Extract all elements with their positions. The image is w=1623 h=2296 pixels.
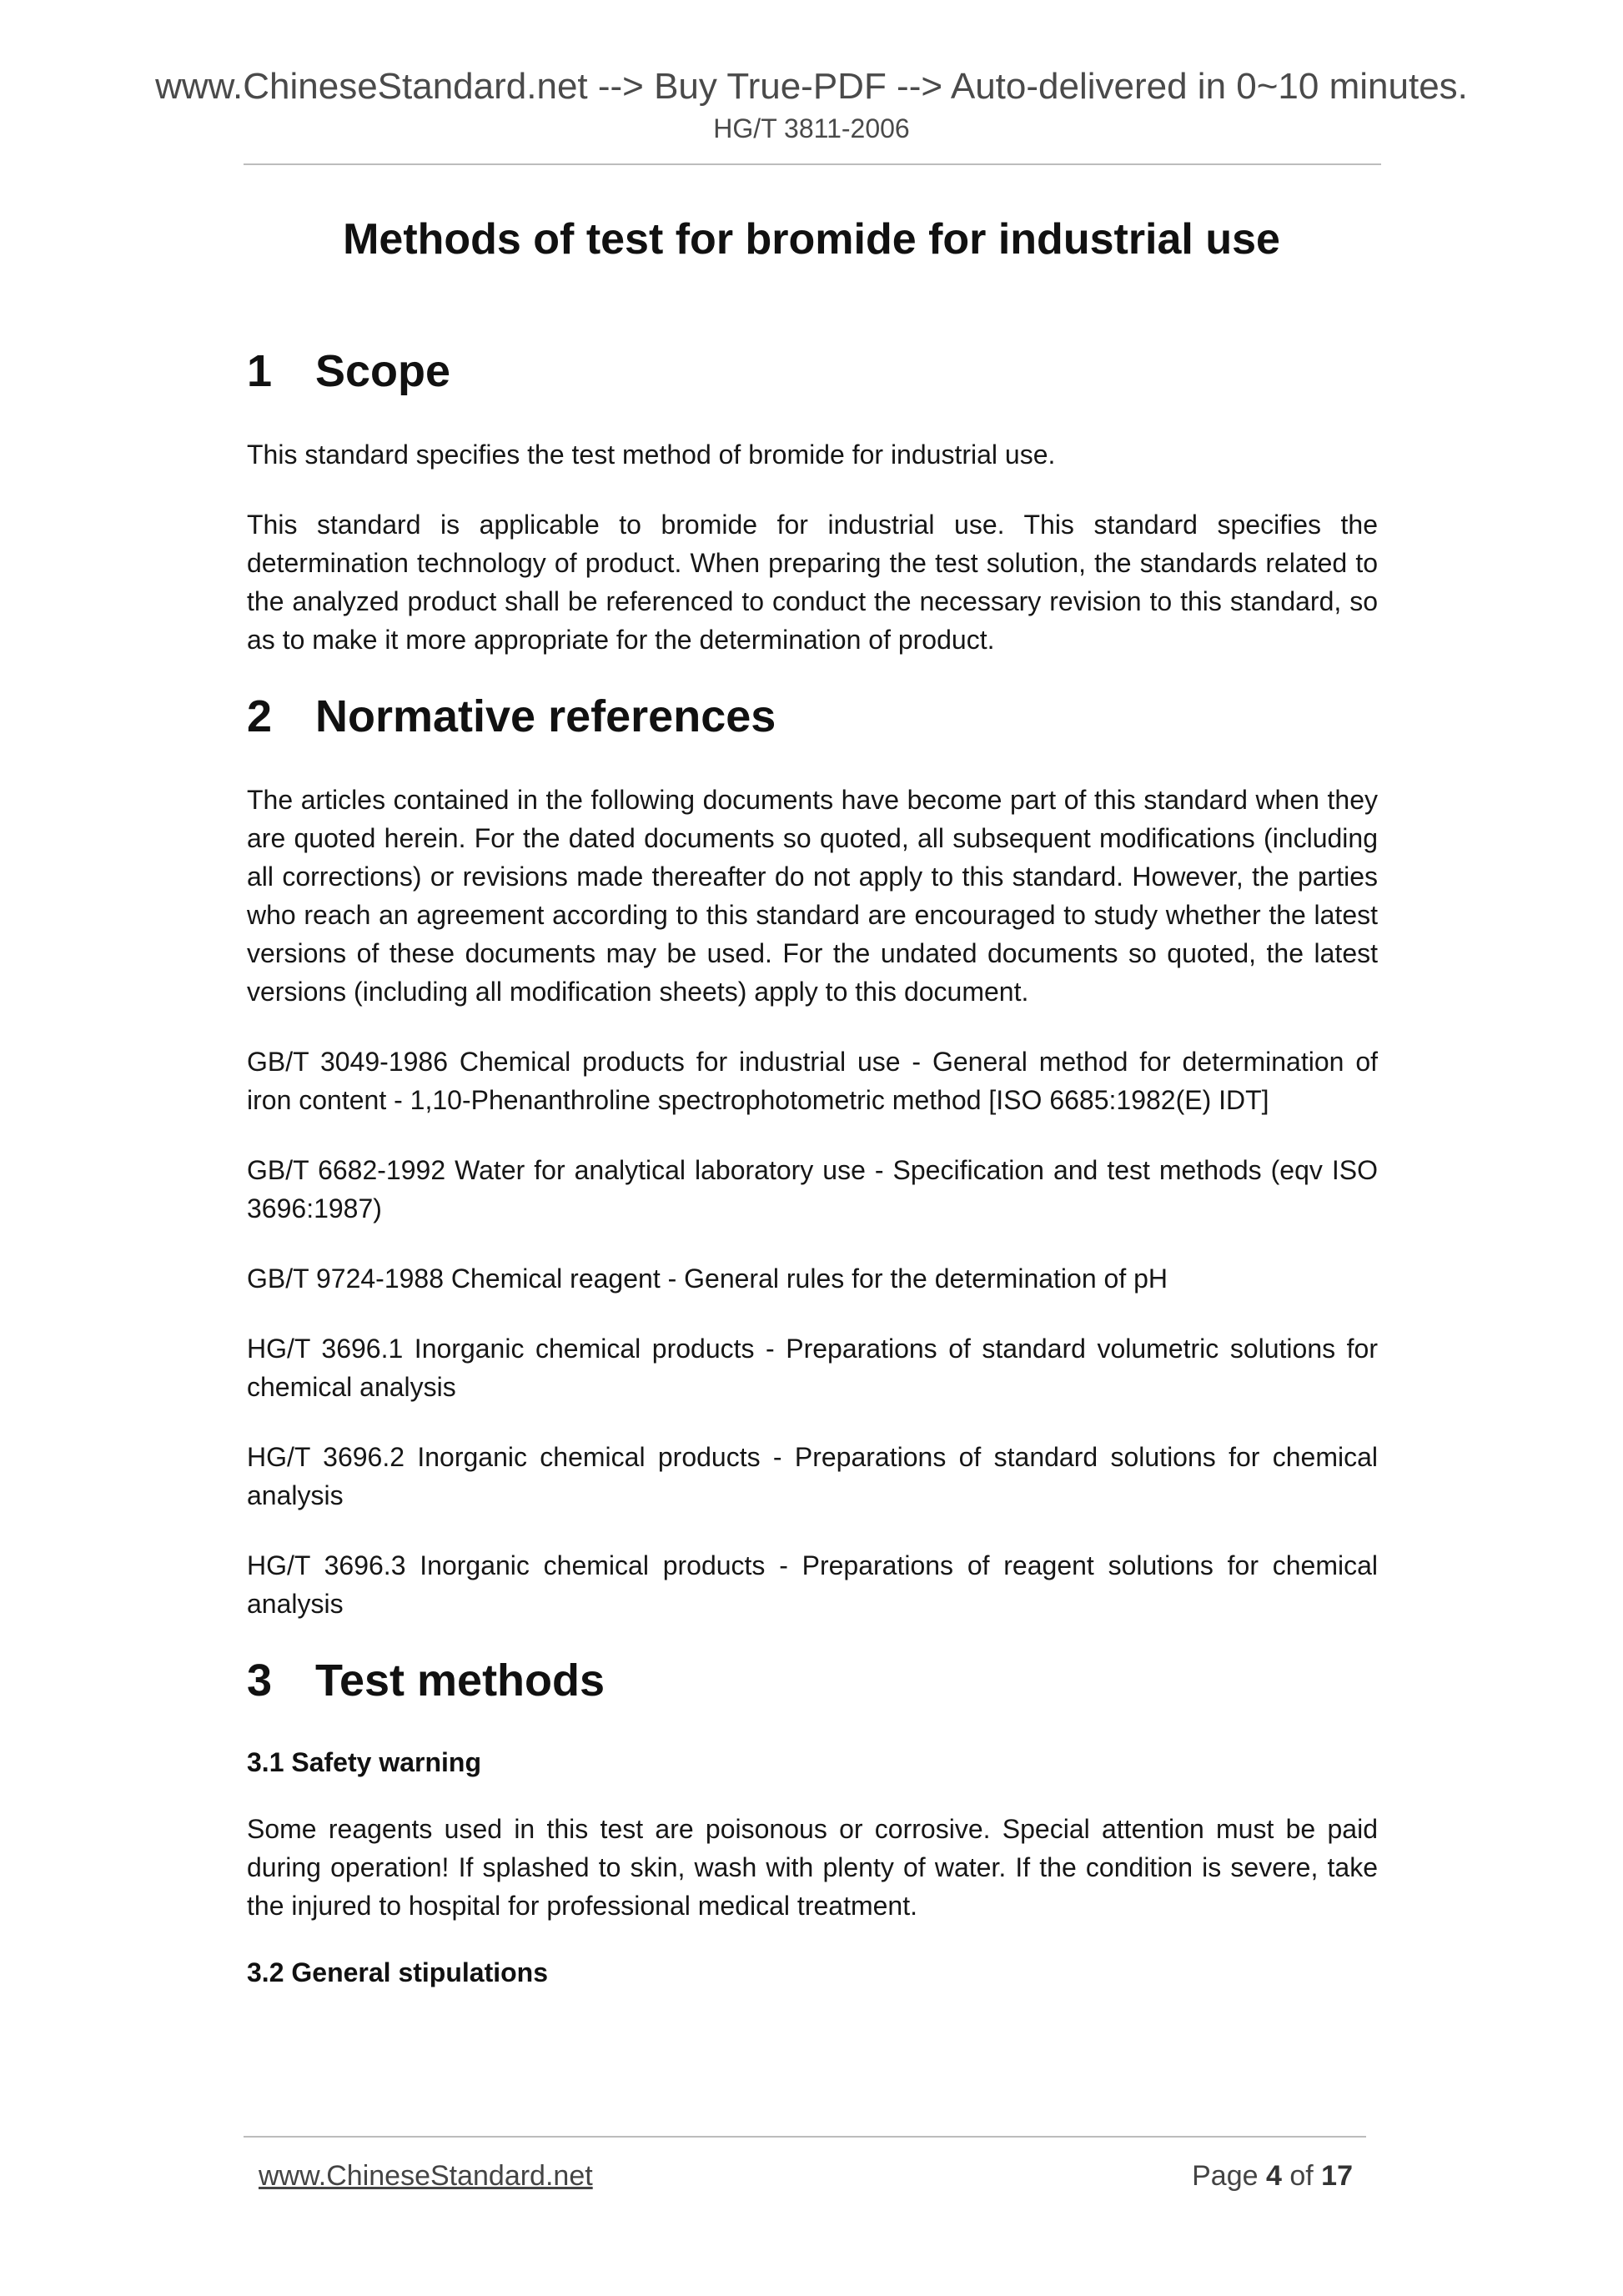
standard-code: HG/T 3811-2006	[713, 113, 910, 143]
header-divider	[244, 163, 1381, 165]
section-number: 1	[247, 346, 273, 396]
section-title: Normative references	[315, 691, 776, 741]
paragraph: The articles contained in the following documents have become part of this standard when they are quoted herein. For the dated documents so quoted, all subsequent modifications (including all corrections) or revisions made thereafter do not apply to this standard. However, the parties who reach an agreement according to this standard are encouraged to study whether the latest versions of these documents may be used. For the undated documents so quoted, the latest versions (including all modification sheets) apply to this document.	[247, 785, 1378, 1007]
page-label: Page	[1192, 2160, 1259, 2192]
reference-item: HG/T 3696.2 Inorganic chemical products - Preparations of standard solutions for chemical analysis	[247, 1442, 1378, 1510]
reference-item: HG/T 3696.1 Inorganic chemical products - Preparations of standard volumetric solutions for chemical analysis	[247, 1334, 1378, 1402]
paragraph: Some reagents used in this test are poisonous or corrosive. Special attention must be paid during operation! If splashed to skin, wash with plenty of water. If the condition is severe, take the injured to hospital for professional medical treatment.	[247, 1814, 1378, 1921]
document-body	[247, 342, 1378, 1990]
paragraph: This standard specifies the test method of bromide for industrial use.	[247, 440, 1056, 470]
document-title: Methods of test for bromide for industrial use	[343, 215, 1280, 264]
subsection-heading-general-stipulations: 3.2 General stipulations	[247, 1957, 548, 1987]
reference-item: GB/T 3049-1986 Chemical products for industrial use - General method for determination of iron content - 1,10-Phenanthroline spectrophotometric method [ISO 6685:1982(E) IDT]	[247, 1047, 1378, 1115]
section-number: 2	[247, 691, 273, 741]
reference-item: GB/T 9724-1988 Chemical reagent - General rules for the determination of pH	[247, 1264, 1168, 1294]
footer-divider	[244, 2136, 1366, 2138]
section-heading-scope	[247, 342, 1378, 400]
section-number: 3	[247, 1655, 273, 1706]
page-of-label: of	[1289, 2160, 1314, 2192]
page-indicator	[1192, 2160, 1353, 2193]
section-title: Scope	[315, 346, 451, 396]
total-pages-number: 17	[1321, 2160, 1353, 2192]
current-page-number: 4	[1265, 2160, 1282, 2192]
paragraph: This standard is applicable to bromide for industrial use. This standard specifies the determination technology of product. When preparing the test solution, the standards related to the analyzed product shall be referenced to conduct the necessary revision to this standard, so as to make it more appropriate for the determination of product.	[247, 510, 1378, 655]
page-header	[0, 65, 1623, 145]
section-heading-normative-references	[247, 687, 1378, 746]
section-heading-test-methods	[247, 1651, 1378, 1710]
purchase-banner: www.ChineseStandard.net --> Buy True-PDF --> Auto-delivered in 0~10 minutes.	[155, 66, 1468, 107]
subsection-heading-safety-warning: 3.1 Safety warning	[247, 1747, 481, 1777]
footer-website-link[interactable]: www.ChineseStandard.net	[259, 2160, 593, 2192]
reference-item: HG/T 3696.3 Inorganic chemical products - Preparations of reagent solutions for chemical analysis	[247, 1550, 1378, 1619]
section-title: Test methods	[315, 1655, 605, 1706]
reference-item: GB/T 6682-1992 Water for analytical laboratory use - Specification and test methods (eqv ISO 3696:1987)	[247, 1155, 1378, 1223]
